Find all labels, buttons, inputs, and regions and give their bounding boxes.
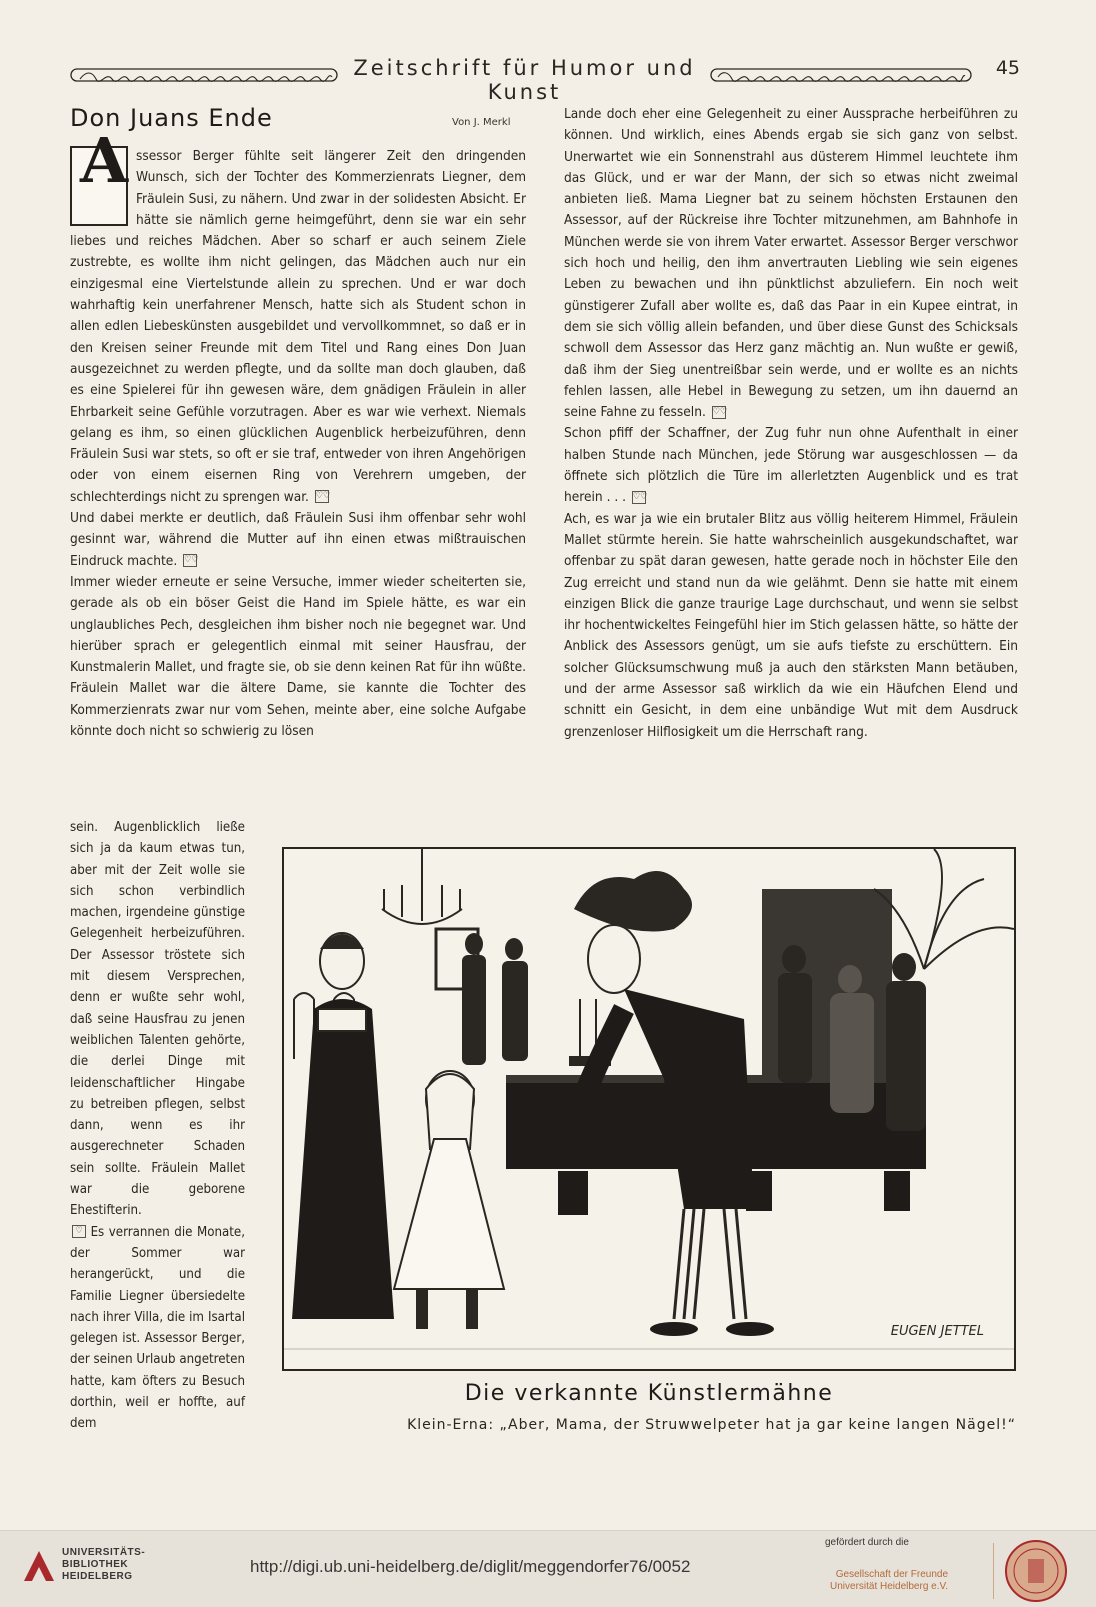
digitization-footer bbox=[0, 1530, 1096, 1607]
mother-figure bbox=[292, 933, 394, 1319]
decorated-initial bbox=[70, 124, 129, 226]
section-marker-icon: ♡♡ bbox=[712, 406, 728, 417]
paragraph: Lande doch eher eine Gelegenheit zu einer Aussprache herbeiführen zu können. Und wirklich, eines Abends ergab sie sich ganz von selbst. Unerwartet wie ein Sonnenstrahl aus düsterem Himmel leuchtete ihm das Glück, und er war der Mann, der sich so etwas nicht zweimal anbieten ließ. Mama Liegner bat zu seinem höchsten Erstaunen den Assessor, auf der Rückreise ihre Tochter mitzunehmen, am Bahnhofe in München werde sie von ihrem Vater erwartet. Assessor Berger verschwor sich hoch und heilig, den ihm anvertrauten Liebling wie sein eigenes Leben zu bewachen und ihn pünktlichst abzuliefern. Ein noch weit günstigerer Zufall aber wollte es, daß das Paar in ein Kupee eintrat, in dem sie sich völlig allein befanden, und über diese Gunst des Schicksals schwoll dem Assessor das Herz ganz mächtig an. Nun wußte er gewiß, daß ihm der Sieg unentreißbar sein werde, und er wollte es an nichts fehlen lassen, alle Hebel in Bewegung zu setzen, um ihn dauernd an seine Fahne zu fesseln. ♡♡ bbox=[564, 106, 1018, 421]
paragraph: ssessor Berger fühlte seit längerer Zeit den dringenden Wunsch, sich der Tochter des Kommerzienrats Liegner, dem Fräulein Susi, zu nähern. Und zwar in der solidesten Absicht. Er hätte sie nämlich gerne heimgeführt, denn sie war ein sehr liebes und reiches Mädchen. Aber so scharf er auch seinem Ziele zustrebte, es wollte ihm nicht gelingen, das Mädchen auch nur ein einzigesmal eine Viertelstunde allein zu sprechen. Und er war doch wahrhaftig kein unerfahrener Mensch, hatte sich als Student schon in allen edlen Liebeskünsten ausgebildet und vervollkommnet, so daß er in den Kreisen seiner Freunde mit dem Titel und Rang eines Don Juan ausgezeichnet zu werden pflegte, und da sollte man doch glauben, daß es eine Spielerei für ihn gewesen wäre, dem gnädigen Fräulein in aller Ehrbarkeit seine Gefühle vorzutragen. Aber es war wie verhext. Niemals gelang es ihm, so einen glücklichen Augenblick herbeizuführen, denn Fräulein Susi war stets, so oft er sie traf, entweder von ihren Angehörigen oder von einem eisernen Ring von Verehrern umgeben, der schlechterdings nicht zu sprengen war. ♡♡ bbox=[70, 148, 526, 505]
palm-plant bbox=[874, 849, 1014, 969]
header-ornament-left bbox=[70, 68, 338, 82]
girl-figure bbox=[394, 1071, 504, 1329]
cartoon-illustration bbox=[282, 847, 1016, 1371]
paragraph: ♡ Es verrannen die Monate, der Sommer war herangerückt, und die Familie Liegner übersiedelte nach ihrer Villa, die im Isartal gelegen ist. Assessor Berger, der seinen Urlaub angetreten hatte, kam öfters zu Besuch dorthin, weil er hoffte, auf dem bbox=[70, 1224, 245, 1432]
paragraph: Immer wieder erneute er seine Versuche, immer wieder scheiterten sie, gerade als ob ein böser Geist die Hand im Spiele hätte, es war ein unglaubliches Pech, desgleichen ihm bisher noch nie begegnet war. Und hierüber sprach er gelegentlich einmal mit seiner Hausfrau, der Kunstmalerin Mallet, und fragte sie, ob sie denn keinen Rat für ihn wüßte. Fräulein Mallet war die ältere Dame, sie kannte die Tochter des Kommerzienrats zwar nur vom Sehen, meinte aber, eine solche Aufgabe könnte doch nicht so schwierig zu lösen bbox=[70, 573, 526, 740]
article-byline: Von J. Merkl bbox=[452, 117, 511, 128]
library-name: UNIVERSITÄTS- BIBLIOTHEK HEIDELBERG bbox=[62, 1547, 146, 1582]
article-title: Don Juans Ende bbox=[70, 104, 273, 132]
paragraph: Ach, es war ja wie ein brutaler Blitz aus völlig heiterem Himmel, Fräulein Mallet stürmte herein. Sie hatte wahrscheinlich ausgekundschaftet, war offenbar zu spät daran gewesen, hatte gerade noch in höchster Eile den Zug erreicht und stand nun da wie gelähmt. Denn sie hatte mit einem einzigen Blick die ganze traurige Lage durchschaut, und wenn sie selbst ihr hochentwickeltes Feingefühl hier im Stich gelassen hätte, so hätte der Anblick des Assessors genügt, um sie aufs tiefste zu erschüttern. Ein solcher Glücksumschwung muß ja auch den stärksten Mann betäuben, und der arme Assessor saß wirklich da wie ein Häufchen Elend und schnitt ein Gesicht, in dem eine unbändige Wut mit dem Ausdruck grenzenloser Hilflosigkeit um die Herrschaft rang. bbox=[564, 510, 1018, 740]
text-column-narrow bbox=[70, 817, 245, 1435]
section-marker-icon: ♡♡ bbox=[184, 555, 199, 566]
university-seal-icon bbox=[1004, 1539, 1068, 1603]
header-ornament-right bbox=[710, 68, 972, 82]
running-header bbox=[70, 56, 1020, 104]
footer-divider bbox=[993, 1543, 994, 1599]
paragraph: Schon pfiff der Schaffner, der Zug fuhr nun ohne Aufenthalt in einer halben Stunde nach München, jede Störung war ausgeschlossen — da öffnete sich plötzlich die Türe im allerletzten Augenblick und es trat herein . . . ♡♡ bbox=[564, 425, 1018, 506]
library-logo-icon bbox=[22, 1549, 56, 1583]
artist-signature: EUGEN JETTEL bbox=[890, 1324, 984, 1339]
chandelier-icon bbox=[382, 849, 462, 924]
paragraph: Und dabei merkte er deutlich, daß Fräulein Susi ihm offenbar sehr wohl gesinnt war, während die Mutter auf ihn einen etwas mißtrauischen Eindruck machte. ♡♡ bbox=[70, 510, 526, 569]
illustration-caption bbox=[282, 1417, 1016, 1433]
section-marker-icon: ♡ bbox=[72, 1225, 86, 1238]
section-marker-icon: ♡♡ bbox=[315, 491, 331, 502]
journal-title: Zeitschrift für Humor und Kunst bbox=[353, 56, 696, 104]
text-column-left bbox=[70, 124, 526, 742]
initial-letter: A bbox=[80, 124, 129, 197]
cartoon-drawing bbox=[284, 849, 1016, 1371]
source-url-link[interactable]: http://digi.ub.uni-heidelberg.de/diglit/meggendorfer76/0052 bbox=[250, 1557, 691, 1576]
page-number: 45 bbox=[995, 57, 1020, 79]
caption-speaker: Klein-Erna: bbox=[407, 1417, 495, 1433]
section-marker-icon: ♡♡ bbox=[632, 491, 648, 502]
paragraph: sein. Augenblicklich ließe sich ja da kaum etwas tun, aber mit der Zeit wolle sie sich schon verbindlich machen, irgendeine günstige Gelegenheit herbeizuführen. Der Assessor tröstete sich mit diesem Versprechen, denn er wußte sehr wohl, daß seine Hausfrau zu jenen weiblichen Talenten gehörte, die derlei Dinge mit leidenschaftlicher Hingabe zu betreiben pflegen, selbst dann, wenn es ihr ausgerechneter Schaden sein sollte. Fräulein Mallet war die geborene Ehestifterin. bbox=[70, 820, 245, 1219]
text-column-right bbox=[564, 104, 1018, 743]
funded-by-label: gefördert durch die bbox=[825, 1537, 909, 1548]
illustration-caption-title: Die verkannte Künstlermähne bbox=[464, 1381, 834, 1406]
society-name: Gesellschaft der Freunde Universität Heidelberg e.V. bbox=[830, 1569, 949, 1592]
caption-text: „Aber, Mama, der Struwwelpeter hat ja gar keine langen Nägel!“ bbox=[499, 1417, 1016, 1433]
